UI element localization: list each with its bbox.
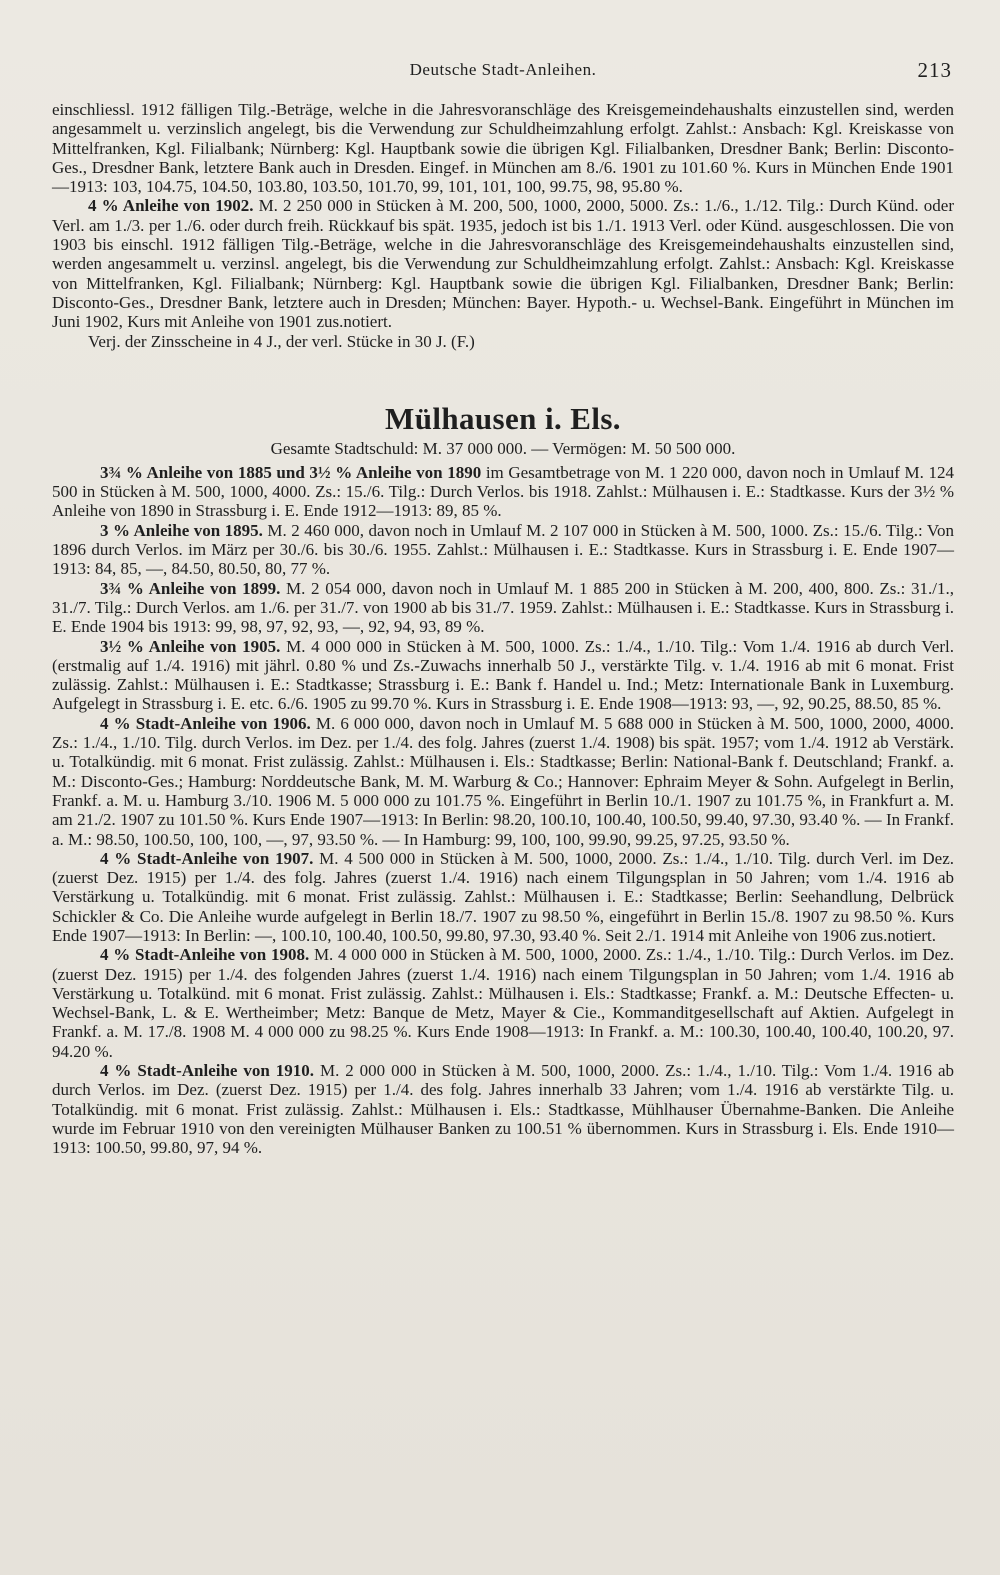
loan-text: im Gesamtbetrage von M. 1 220 000, davon noch in Umlauf M. 124 500 in Stücken à M. 500, 1000, 4000. Zs.: 15./6. Tilg.: Durch Verlos. bis 1918. Zahlst.: Mülhausen i. E.: Stadtkasse. Kurs der 3½ % Anleihe von 1890 in Strassburg i. E. Ende 1912—1913: 89, 85 %.	[52, 462, 955, 521]
loan-entry	[52, 196, 954, 331]
loan-text: M. 2 054 000, davon noch in Umlauf M. 1 885 200 in Stücken à M. 200, 400, 800. Zs.: 31./1., 31./7. Tilg.: Durch Verlos. am 1./6. per 31./7. von 1900 ab bis 31./7. 1959. Zahlst.: Mülhausen i. E.: Stadtkasse. Kurs in Strassburg i. E. Ende 1904 bis 1913: 99, 98, 97, 92, 93, —, 92, 94, 93, 89 %.	[52, 578, 954, 637]
loan-title: 4 % Stadt-Anleihe von 1907.	[100, 848, 314, 868]
page-number: 213	[917, 58, 952, 82]
loan-text: M. 4 500 000 in Stücken à M. 500, 1000, 2000. Zs.: 1./4., 1./10. Tilg. durch Verl. im Dez. (zuerst Dez. 1915) per 1./4. des folg. Jahres (zuerst 1./4. 1916) nach einem Tilgungsplan in 50 Jahren; vom 1./4. 1916 ab Verstärkung u. Totalkündig. mit 6 monat. Frist zulässig. Zahlst.: Mülhausen i. E.: Stadtkasse; Berlin: Seehandlung, Delbrück Schickler & Co. Die Anleihe wurde aufgelegt in Berlin 18./7. 1907 zu 98.50 %, eingeführt in Berlin 15./8. 1907 zu 98.50 %. Kurs Ende 1907—1913: In Berlin: —, 100.10, 100.40, 100.50, 99.80, 97.30, 93.40 %. Seit 2./1. 1914 mit Anleihe von 1906 zus.notiert.	[52, 848, 954, 945]
loan-entry	[52, 1061, 954, 1157]
loan-title: 3½ % Anleihe von 1905.	[100, 636, 281, 656]
loan-entry	[52, 579, 954, 637]
loan-entry	[52, 463, 954, 521]
loan-entry	[52, 637, 954, 714]
munich-continuation	[52, 100, 954, 351]
city-section	[52, 400, 955, 1158]
loan-text: M. 2 000 000 in Stücken à M. 500, 1000, 2000. Zs.: 1./4., 1./10. Tilg.: Vom 1./4. 1916 ab durch Verlos. im Dez. (zuerst Dez. 1915) per 1./4. des folg. Jahres innerhalb 33 Jahren; vom 1./4. 1916 ab verstärkte Tilg. u. Totalkündig. mit 6 monat. Frist zulässig. Zahlst.: Mülhausen i. Els.: Stadtkasse, Mühlhauser Übernahme-Banken. Die Anleihe wurde im Februar 1910 von den vereinigten Mülhauser Banken zu 100.51 % übernommen. Kurs in Strassburg i. Els. Ende 1910—1913: 100.50, 99.80, 97, 94 %.	[52, 1061, 954, 1158]
loan-title: 4 % Stadt-Anleihe von 1906.	[100, 713, 311, 733]
loan-title: 4 % Anleihe von 1902.	[88, 196, 254, 216]
loan-entry	[52, 849, 954, 945]
loan-entry	[52, 521, 954, 579]
loan-entry	[52, 945, 954, 1061]
loan-text: M. 6 000 000, davon noch in Umlauf M. 5 688 000 in Stücken à M. 500, 1000, 2000, 4000. Zs.: 1./4., 1./10. Tilg. durch Verlos. im Dez. per 1./4. des folg. Jahres (zuerst 1./4. 1908) bis spät. 1957; vom 1./4. 1912 ab Verstärk. u. Totalkündig. mit 6 monat. Frist zulässig. Zahlst.: Mülhausen i. Els.: Stadtkasse; Berlin: National-Bank f. Deutschland; Frankf. a. M.: Disconto-Ges.; Hamburg: Norddeutsche Bank, M. M. Warburg & Co.; Hannover: Ephraim Meyer & Sohn. Aufgelegt in Berlin, Frankf. a. M. u. Hamburg 3./10. 1906 M. 5 000 000 zu 101.75 %. Eingeführt in Berlin 10./1. 1907 zu 101.75 %, in Frankfurt a. M. am 21./2. 1907 zu 101.50 %. Kurs Ende 1907—1913: In Berlin: 98.20, 100.10, 100.40, 100.50, 99.40, 97.30, 93.40 %. — In Frankf. a. M.: 98.50, 100.50, 100, 100, —, 97, 93.50 %. — In Hamburg: 99, 100, 100, 99.90, 99.25, 97.25, 93.50 %.	[52, 713, 954, 849]
loan-text: M. 2 460 000, davon noch in Umlauf M. 2 107 000 in Stücken à M. 500, 1000. Zs.: 15./6. Tilg.: Von 1896 durch Verlos. im März per 30./6. bis 30./6. 1955. Zahlst.: Mülhausen i. E.: Stadtkasse. Kurs in Strassburg i. E. Ende 1907—1913: 84, 85, —, 84.50, 80.50, 80, 77 %.	[52, 520, 954, 579]
loan-title: 3¾ % Anleihe von 1899.	[100, 578, 281, 598]
loan-title: 4 % Stadt-Anleihe von 1910.	[100, 1061, 315, 1081]
loan-text: M. 2 250 000 in Stücken à M. 200, 500, 1000, 2000, 5000. Zs.: 1./6., 1./12. Tilg.: Durch Künd. oder Verl. am 1./3. per 1./6. oder durch freih. Rückkauf bis spät. 1935, jedoch ist bis 1./1. 1913 Verl. oder Künd. ausgeschlossen. Die von 1903 bis einschl. 1912 fälligen Tilg.-Beträge, welche in die Jahresvoranschläge des Kreisgemeindehaushalts einzustellen sind, werden angesammelt u. verzinsl. angelegt, bis die Verwendung zur Schuldheimzahlung erfolgt. Zahlst.: Ansbach: Kgl. Kreiskasse von Mittelfranken, Kgl. Filialbank; Nürnberg: Kgl. Hauptbank sowie die übrigen Kgl. Filialbanken, Dresdner Bank; Berlin: Disconto-Ges., Dresdner Bank, letztere auch in Dresden; München: Bayer. Hypoth.- u. Wechsel-Bank. Eingeführt in München im Juni 1902, Kurs mit Anleihe von 1901 zus.notiert.	[52, 196, 954, 332]
loan-title: 4 % Stadt-Anleihe von 1908.	[100, 945, 310, 965]
city-debt-summary: Gesamte Stadtschuld: M. 37 000 000. — Vermögen: M. 50 500 000.	[270, 438, 736, 458]
continued-paragraph: einschliessl. 1912 fälligen Tilg.-Beträge, welche in die Jahresvoranschläge des Kreisgemeindehaushalts einzustellen sind, werden angesammelt u. verzinslich angelegt, bis die Verwendung zur Schuldheimzahlung erfolgt. Zahlst.: Ansbach: Kgl. Kreiskasse von Mittelfranken, Kgl. Filialbank; Nürnberg: Kgl. Hauptbank sowie die übrigen Kgl. Filialbanken, Dresdner Bank; Berlin: Disconto-Ges., Dresdner Bank, letztere Bank auch in Dresden. Eingef. in München am 8./6. 1901 zu 101.60 %. Kurs in München Ende 1901—1913: 103, 104.75, 104.50, 103.80, 103.50, 101.70, 99, 101, 101, 100, 99.75, 98, 95.80 %.	[52, 100, 954, 197]
loan-title: 3 % Anleihe von 1895.	[100, 520, 263, 540]
loan-text: M. 4 000 000 in Stücken à M. 500, 1000, 2000. Zs.: 1./4., 1./10. Tilg.: Durch Verlos. im Dez. (zuerst Dez. 1915) per 1./4. des folgenden Jahres (zuerst 1./4. 1916) nach einem Tilgungsplan in 50 Jahren; vom 1./4. 1916 ab Verstärkung u. Totalkünd. mit 6 monat. Frist zulässig. Zahlst.: Mülhausen i. Els.: Stadtkasse; Frankf. a. M.: Deutsche Effecten- u. Wechsel-Bank, L. & E. Wertheimber; Metz: Banque de Metz, Mayer & Cie., Kommanditgesellschaft auf Aktien. Aufgelegt in Frankf. a. M. 17./8. 1908 M. 4 000 000 zu 98.25 %. Kurs Ende 1908—1913: In Frankf. a. M.: 100.30, 100.40, 100.40, 100.20, 97. 94.20 %.	[52, 945, 954, 1061]
city-heading: Mülhausen i. Els.	[385, 400, 621, 436]
coupon-note: Verj. der Zinsscheine in 4 J., der verl. Stücke in 30 J. (F.)	[88, 331, 475, 351]
running-header	[52, 58, 954, 92]
running-title: Deutsche Stadt-Anleihen.	[409, 60, 597, 79]
loan-text: M. 4 000 000 in Stücken à M. 500, 1000. Zs.: 1./4., 1./10. Tilg.: Vom 1./4. 1916 ab durch Verl. (erstmalig auf 1./4. 1916) mit jährl. 0.80 % und Zs.-Zuwachs innerhalb 50 J., verstärkte Tilg. v. 1./4. 1916 ab mit 6 monat. Frist zulässig. Zahlst.: Mülhausen i. E.: Stadtkasse; Strassburg i. E.: Bank f. Handel u. Ind.; Metz: Internationale Bank in Luxemburg. Aufgelegt in Strassburg i. E. etc. 6./6. 1905 zu 99.70 %. Kurs in Strassburg i. E. Ende 1908—1913: 93, —, 92, 90.25, 88.50, 85 %.	[52, 636, 954, 714]
loan-entry	[52, 714, 954, 849]
loan-title: 3¾ % Anleihe von 1885 und 3½ % Anleihe von 1890	[100, 462, 482, 482]
